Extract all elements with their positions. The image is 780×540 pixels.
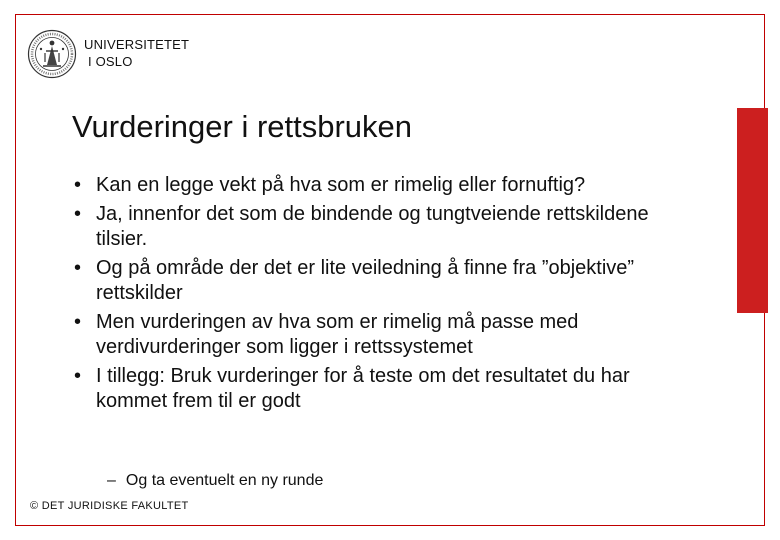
sub-bullet-dash: – [107,472,116,489]
footer-copyright: © DET JURIDISKE FAKULTET [30,500,189,512]
university-name [84,36,189,70]
bullet-text: Men vurderingen av hva som er rimelig må passe med verdivurderinger som ligger i rettssystemet [96,311,579,358]
university-name-line2: I OSLO [88,54,133,69]
bullet-item [72,202,672,252]
bullet-dot: • [74,365,82,387]
bullet-dot: • [74,203,82,225]
accent-bar [737,108,768,313]
bullet-list [72,173,672,418]
bullet-item [72,256,672,306]
bullet-item [72,364,672,414]
bullet-text: Ja, innenfor det som de bindende og tungtveiende rettskildene tilsier. [96,203,649,250]
bullet-item [72,310,672,360]
bullet-dot: • [74,174,82,196]
sub-bullet [107,471,323,491]
university-seal-icon [27,29,77,79]
sub-bullet-text: Og ta eventuelt en ny runde [125,472,324,489]
bullet-item [72,173,672,198]
bullet-text: I tillegg: Bruk vurderinger for å teste om det resultatet du har kommet frem til er godt [96,365,630,412]
university-name-line1: UNIVERSITETET [84,37,190,52]
bullet-text: Kan en legge vekt på hva som er rimelig eller fornuftig? [96,174,586,196]
slide-title: Vurderinger i rettsbruken [72,109,413,144]
bullet-dot: • [74,311,82,333]
bullet-text: Og på område der det er lite veiledning å finne fra ”objektive” rettskilder [96,257,635,304]
bullet-dot: • [74,257,82,279]
